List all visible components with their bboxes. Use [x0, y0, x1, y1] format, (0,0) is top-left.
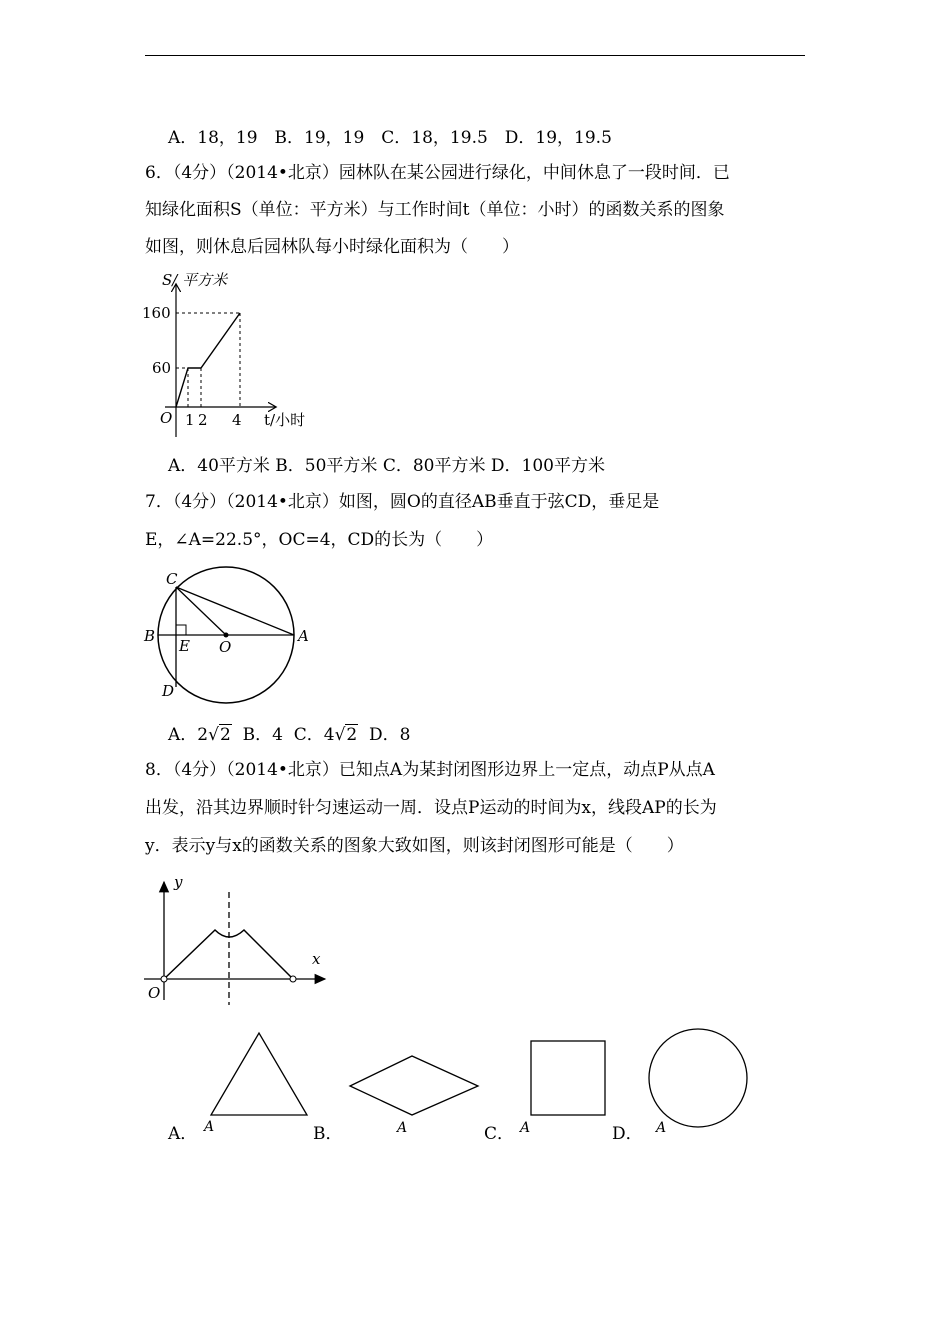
q8-choice-a: A． [168, 1124, 198, 1144]
q7-label-e: E [179, 637, 190, 655]
q8-triangle [211, 1033, 307, 1115]
q8-graph [140, 872, 340, 1012]
q8-x-label: x [312, 950, 321, 968]
q7-center-dot [224, 633, 229, 638]
q8-square [531, 1041, 605, 1115]
q8-circle [649, 1029, 747, 1127]
q6-x-label: t/小时 [264, 411, 306, 429]
q8-line3: y．表示y与x的函数关系的图象大致如图，则该封闭图形可能是（ ） [145, 836, 684, 856]
q7-option-a-sqrt: √2 [208, 725, 231, 745]
q6-options: A．40平方米 B．50平方米 C．80平方米 D．100平方米 [168, 456, 605, 476]
q6-y-label: S/ 平方米 [162, 271, 228, 289]
q7-segment-co [176, 587, 226, 635]
q8-rhombus [350, 1056, 478, 1115]
q6-x-tick-4: 4 [232, 411, 242, 429]
q8-choice-d: D． [612, 1124, 643, 1144]
q7-option-d: D．8 [369, 725, 411, 745]
q8-circle-point: A [656, 1120, 667, 1136]
q7-circle-figure [140, 565, 320, 705]
q5-options: A．18，19 B．19，19 C．18，19.5 D．19，19.5 [168, 128, 612, 148]
q8-y-label: y [174, 873, 183, 891]
q7-label-b: B [144, 627, 156, 645]
q7-option-a-prefix: A． [168, 725, 198, 745]
q8-end-point [290, 976, 296, 982]
q6-y-tick-60: 60 [152, 359, 172, 377]
q7-option-c-coef: 4 [323, 725, 335, 745]
q6-line2: 知绿化面积S（单位：平方米）与工作时间t（单位：小时）的函数关系的图象 [145, 200, 725, 220]
q6-y-tick-160: 160 [142, 304, 171, 322]
q6-data-line [176, 313, 240, 407]
q7-label-o: O [219, 638, 232, 656]
q7-options [168, 725, 411, 745]
q7-label-c: C [166, 570, 178, 588]
q8-origin: O [148, 984, 161, 1002]
q6-origin: O [160, 409, 173, 427]
q7-option-a-radicand: 2 [219, 725, 231, 745]
q6-line3: 如图，则休息后园林队每小时绿化面积为（ ） [145, 237, 519, 257]
header-rule [145, 55, 805, 56]
q8-rhombus-point: A [397, 1120, 408, 1136]
q6-line1: 6．（4分）（2014•北京）园林队在某公园进行绿化，中间休息了一段时间．已 [145, 163, 730, 183]
q7-right-angle [176, 625, 186, 635]
q8-line1: 8．（4分）（2014•北京）已知点A为某封闭图形边界上一定点，动点P从点A [145, 760, 715, 780]
q7-option-c-prefix: C． [293, 725, 324, 745]
q7-option-a-coef: 2 [197, 725, 209, 745]
q8-choice-b: B． [313, 1124, 343, 1144]
q7-segment-ca [176, 587, 294, 635]
q6-x-tick-2: 2 [198, 411, 208, 429]
q6-chart [140, 265, 470, 445]
q8-choice-c: C． [484, 1124, 515, 1144]
q8-triangle-point: A [204, 1119, 215, 1135]
q8-line2: 出发，沿其边界顺时针匀速运动一周．设点P运动的时间为x，线段AP的长为 [145, 798, 717, 818]
q7-label-a: A [298, 627, 309, 645]
q8-square-point: A [520, 1120, 531, 1136]
q8-start-point [161, 976, 167, 982]
q7-option-b: B．4 [242, 725, 283, 745]
q6-x-tick-1: 1 [185, 411, 195, 429]
q7-option-c-radicand: 2 [346, 725, 358, 745]
q8-choice-shapes [160, 1025, 780, 1145]
q7-line2: E，∠A=22.5°，OC=4，CD的长为（ ） [145, 530, 494, 550]
q7-line1: 7．（4分）（2014•北京）如图，圆O的直径AB垂直于弦CD，垂足是 [145, 492, 660, 512]
q7-option-c-sqrt: √2 [334, 725, 358, 745]
q7-label-d: D [162, 682, 175, 700]
